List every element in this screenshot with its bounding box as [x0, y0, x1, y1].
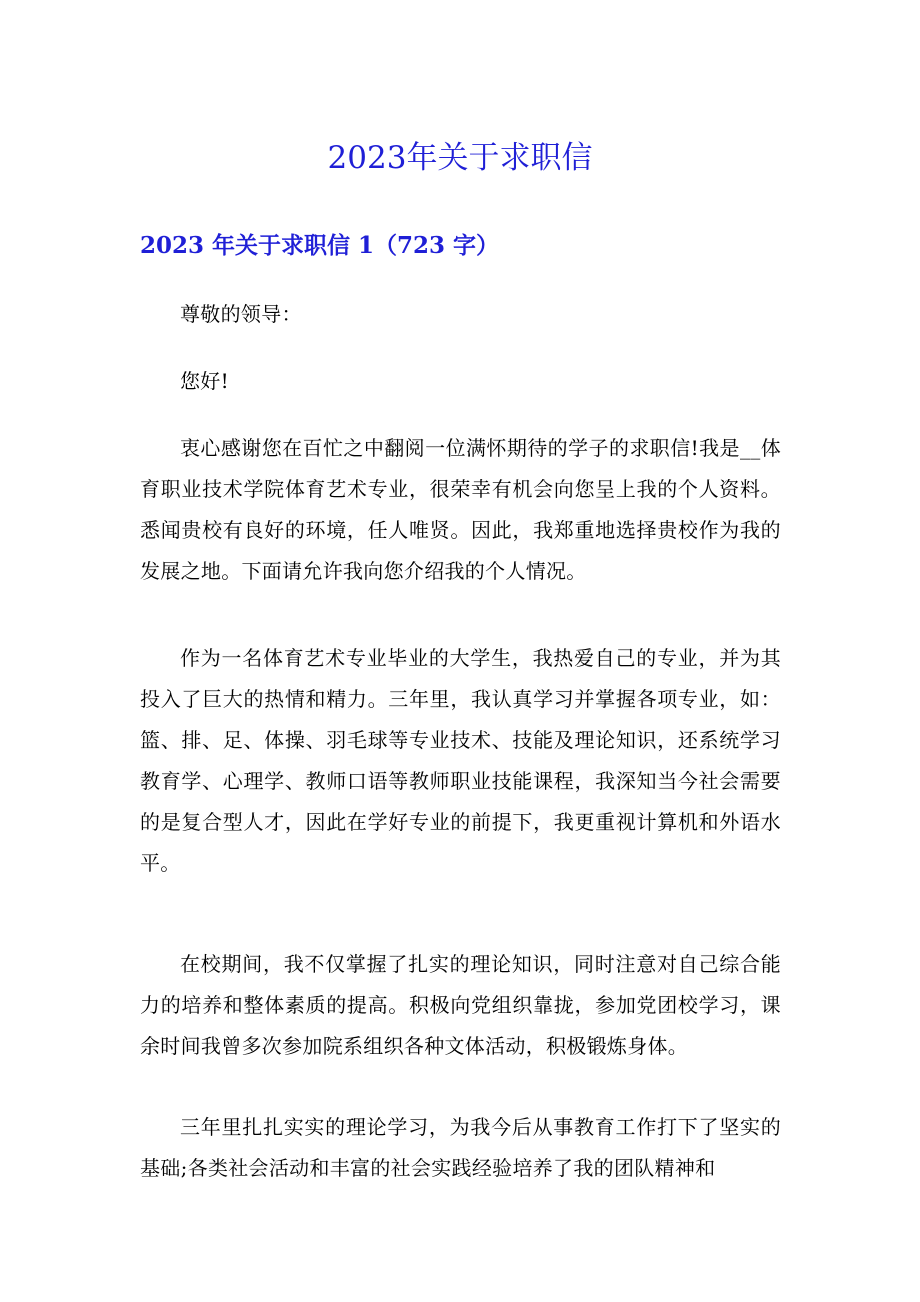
- salutation: 尊敬的领导：: [180, 302, 302, 326]
- greeting: 您好!: [180, 369, 229, 393]
- section-heading: 2023 年关于求职信 1（723 字）: [140, 232, 500, 259]
- paragraph-foundation: 三年里扎扎实实的理论学习，为我今后从事教育工作打下了坚实的基础;各类社会活动和丰富的社会实践经验培养了我的团队精神和: [140, 1115, 781, 1180]
- paragraph-major: 作为一名体育艺术专业毕业的大学生，我热爱自己的专业，并为其投入了巨大的热情和精力。三年里，我认真学习并掌握各项专业，如：篮、排、足、体操、羽毛球等专业技术、技能及理论知识，还系统学习教育学、心理学、教师口语等教师职业技能课程，我深知当今社会需要的是复合型人才，因此在学好专业的前提下，我更重视计算机和外语水平。: [140, 646, 781, 875]
- document-title: 2023年关于求职信: [327, 140, 593, 176]
- paragraph-campus: 在校期间，我不仅掌握了扎实的理论知识，同时注意对自己综合能力的培养和整体素质的提高。积极向党组织靠拢，参加党团校学习，课余时间我曾多次参加院系组织各种文体活动，积极锻炼身体。: [140, 952, 781, 1058]
- paragraph-intro: 衷心感谢您在百忙之中翻阅一位满怀期待的学子的求职信!我是__体育职业技术学院体育艺术专业，很荣幸有机会向您呈上我的个人资料。悉闻贵校有良好的环境，任人唯贤。因此，我郑重地选择贵校作为我的发展之地。下面请允许我向您介绍我的个人情况。: [140, 436, 781, 583]
